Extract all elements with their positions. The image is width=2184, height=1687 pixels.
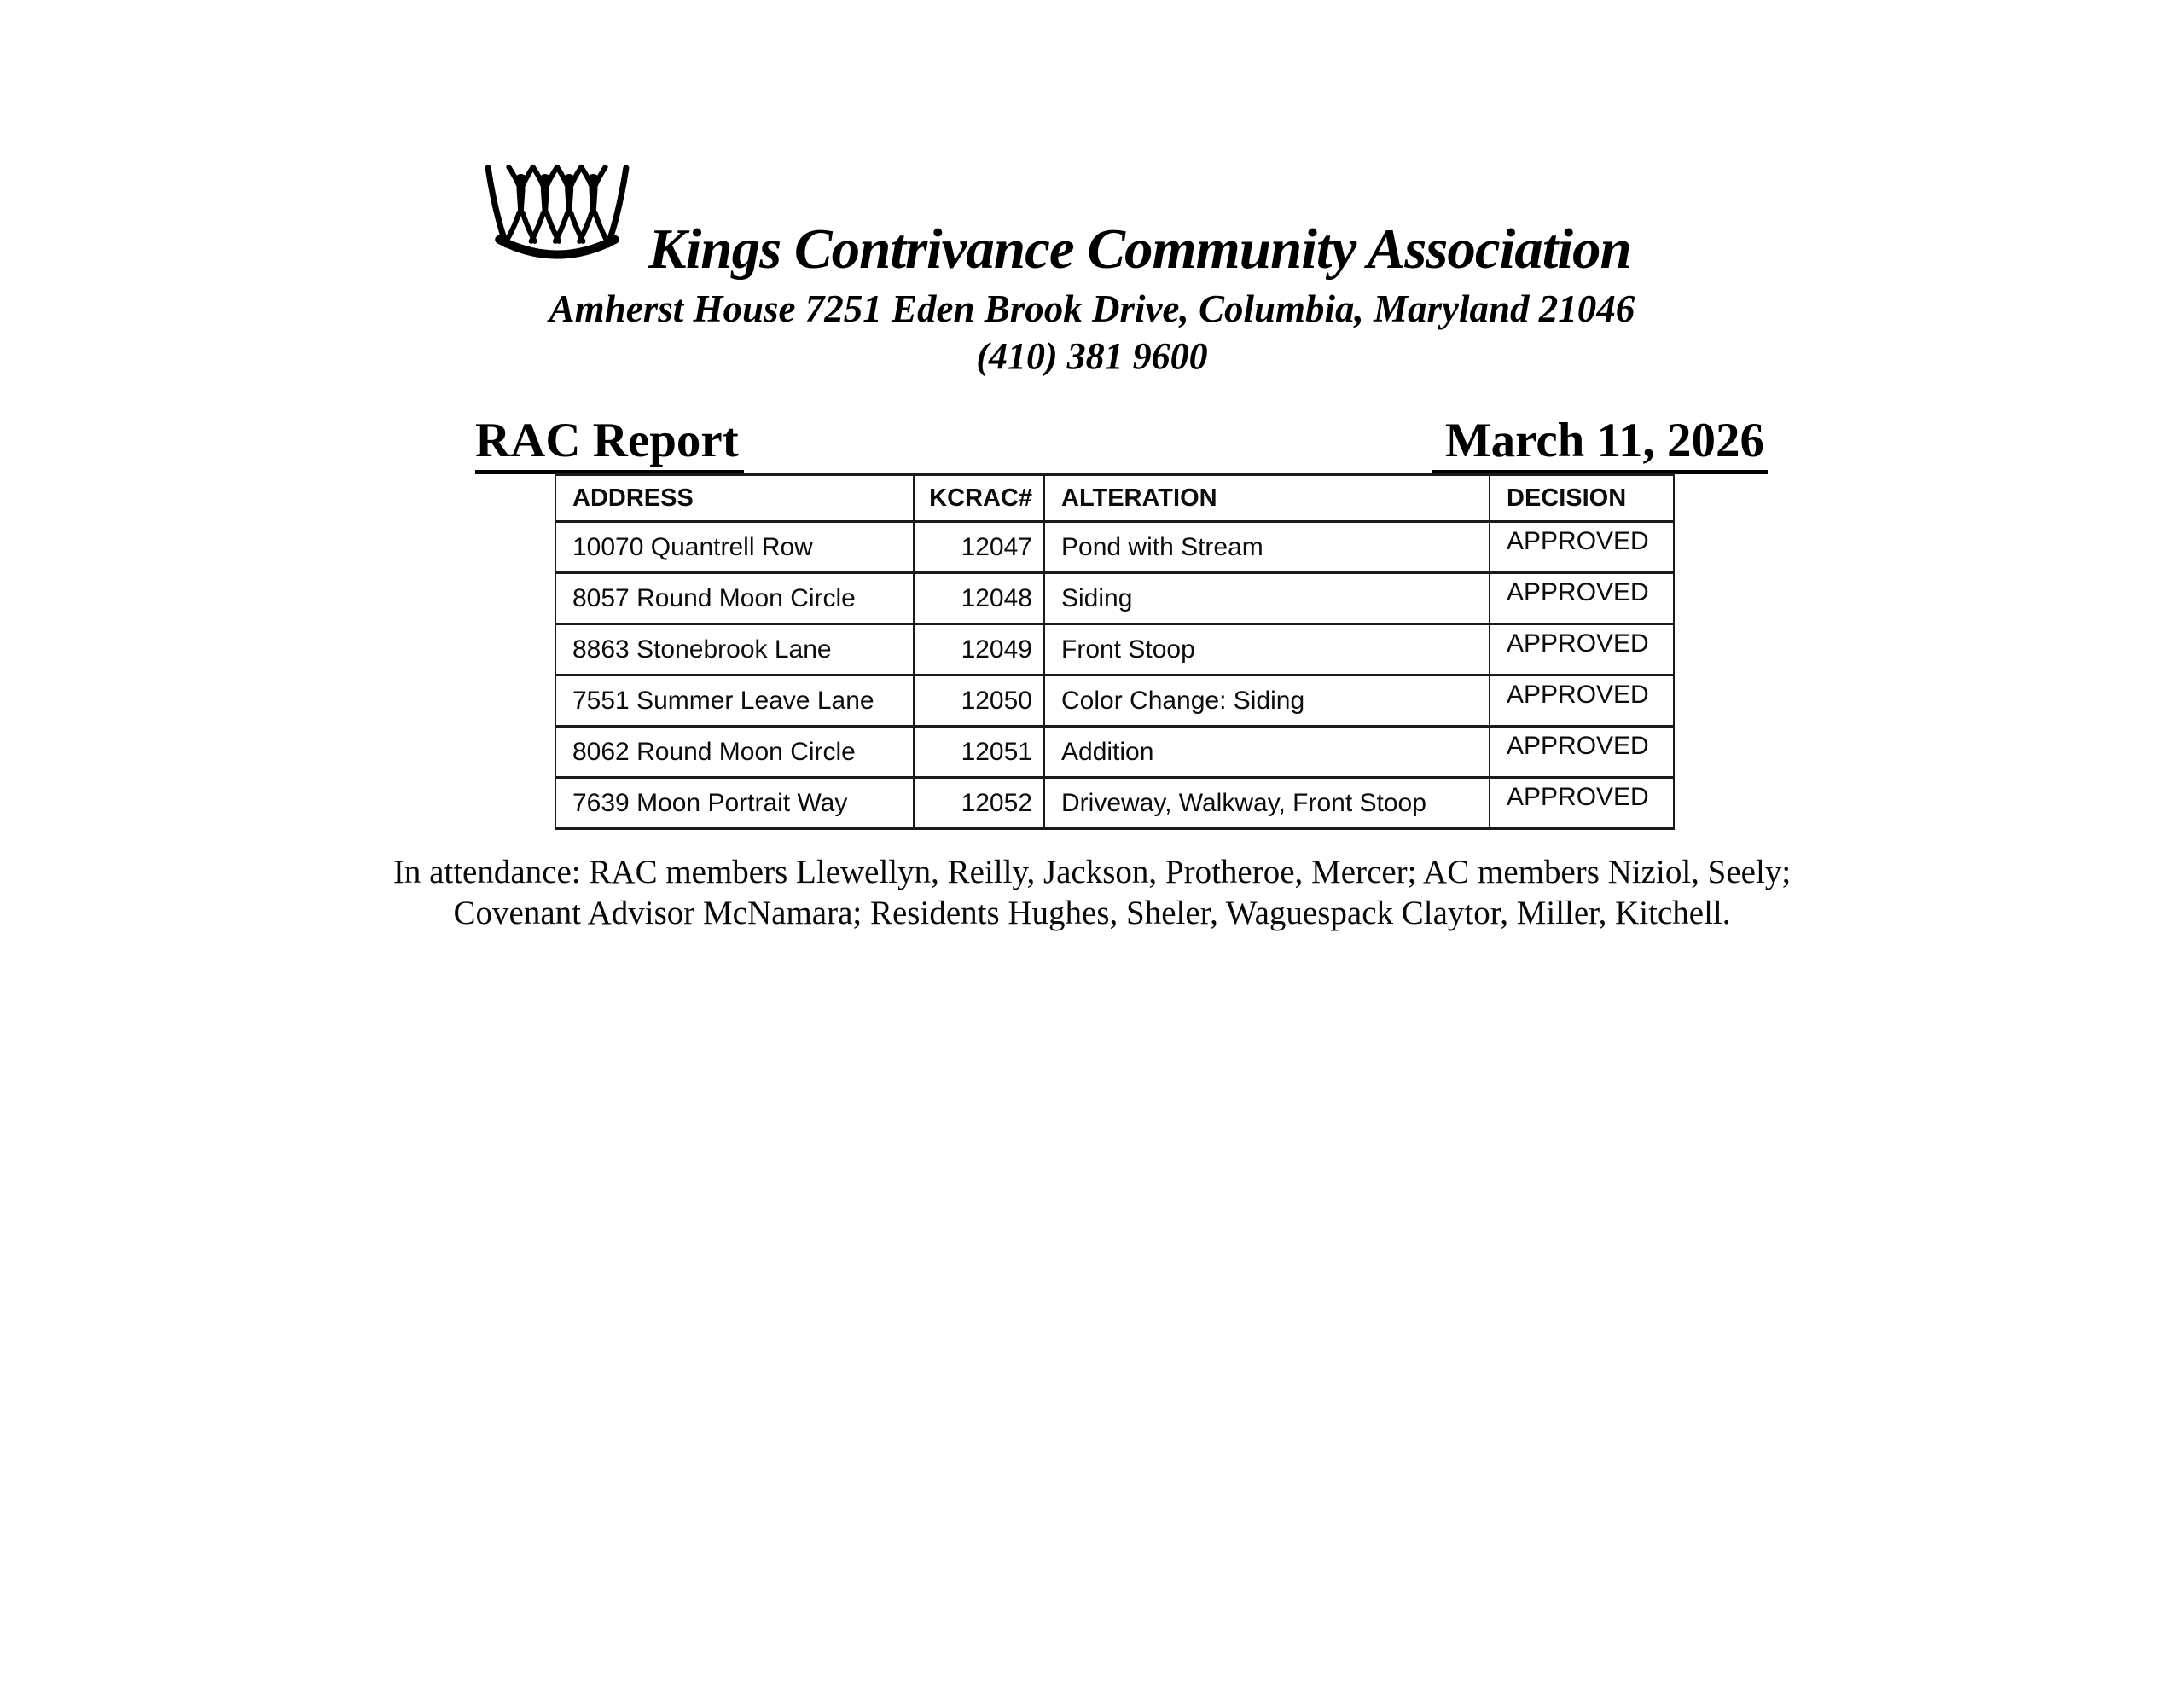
column-header-kcrac: KCRAC# <box>914 475 1044 522</box>
cell-address: 10070 Quantrell Row <box>555 522 914 573</box>
cell-address: 8057 Round Moon Circle <box>555 573 914 624</box>
table-header-row <box>555 475 1674 522</box>
cell-decision: APPROVED <box>1490 624 1674 675</box>
cell-alteration: Driveway, Walkway, Front Stoop <box>1044 778 1490 829</box>
cell-alteration: Pond with Stream <box>1044 522 1490 573</box>
cell-kcrac: 12048 <box>914 573 1044 624</box>
table-row <box>555 573 1674 624</box>
cell-address: 8062 Round Moon Circle <box>555 727 914 778</box>
table-row <box>555 778 1674 829</box>
cell-alteration: Front Stoop <box>1044 624 1490 675</box>
cell-decision: APPROVED <box>1490 675 1674 727</box>
cell-decision: APPROVED <box>1490 573 1674 624</box>
cell-kcrac: 12049 <box>914 624 1044 675</box>
org-address: Amherst House 7251 Eden Brook Drive, Columbia, Maryland 21046 <box>549 287 1635 330</box>
rac-decisions-table <box>555 473 1675 830</box>
cell-decision: APPROVED <box>1490 778 1674 829</box>
report-title: RAC Report <box>475 413 744 474</box>
table-row <box>555 624 1674 675</box>
table-header <box>555 475 1674 522</box>
table-body <box>555 522 1674 829</box>
cell-address: 7551 Summer Leave Lane <box>555 675 914 727</box>
table-row <box>555 522 1674 573</box>
cell-kcrac: 12050 <box>914 675 1044 727</box>
attendance-note: In attendance: RAC members Llewellyn, Reilly, Jackson, Protheroe, Mercer; AC members Niziol, Seely; Covenant Advisor McNamara; Residents Hughes, Sheler, Waguespack Claytor, Miller, Kitchell. <box>392 854 1792 931</box>
org-phone: (410) 381 9600 <box>976 335 1208 377</box>
report-title-row <box>475 413 1768 474</box>
column-header-decision: DECISION <box>1490 475 1674 522</box>
cell-kcrac: 12052 <box>914 778 1044 829</box>
cell-decision: APPROVED <box>1490 727 1674 778</box>
cell-kcrac: 12051 <box>914 727 1044 778</box>
people-crown-icon <box>479 159 635 268</box>
cell-decision: APPROVED <box>1490 522 1674 573</box>
cell-kcrac: 12047 <box>914 522 1044 573</box>
column-header-alteration: ALTERATION <box>1044 475 1490 522</box>
column-header-address: ADDRESS <box>555 475 914 522</box>
report-date: March 11, 2026 <box>1432 413 1768 474</box>
cell-alteration: Color Change: Siding <box>1044 675 1490 727</box>
cell-address: 7639 Moon Portrait Way <box>555 778 914 829</box>
org-name: Kings Contrivance Community Association <box>648 217 1631 281</box>
table-row <box>555 675 1674 727</box>
cell-alteration: Addition <box>1044 727 1490 778</box>
cell-alteration: Siding <box>1044 573 1490 624</box>
cell-address: 8863 Stonebrook Lane <box>555 624 914 675</box>
table-row <box>555 727 1674 778</box>
